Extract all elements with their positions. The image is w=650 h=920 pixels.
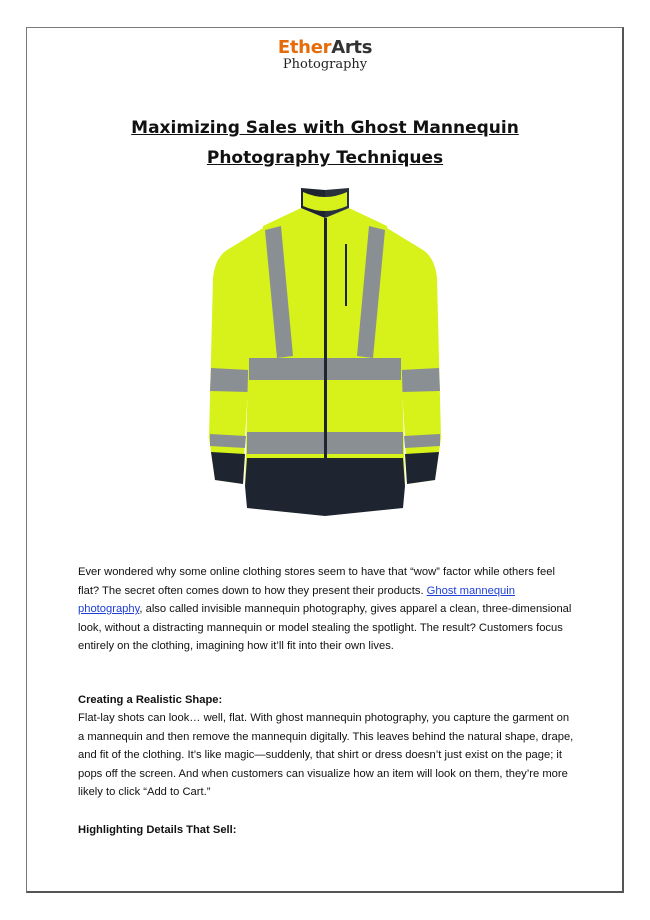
left-sleeve-band [210,368,249,392]
left-sleeve-band2 [210,434,246,448]
intro-text-after-link: , also called invisible mannequin photography, gives apparel a clean, three-dimensional look, without a distracting mannequin or model stealing the spotlight. The result? Customers focus entirely on the clothing, imagining how it’ll fit into their own lives. [78,603,572,653]
section1-heading: Creating a Realistic Shape: [78,694,223,706]
logo-tagline: Photography [282,57,368,72]
logo-ether: Ether [277,37,332,58]
right-cuff [405,452,439,484]
right-sleeve-band2 [404,434,440,448]
left-cuff [211,452,245,484]
intro-text-before-link: Ever wondered why some online clothing stores seem to have that “wow” factor while others feel flat? The secret often comes down to how they present their products. [78,566,555,597]
pocket-zip [345,244,347,306]
logo [0,38,650,72]
page-title: Maximizing Sales with Ghost Mannequin Photography Techniques [131,118,519,168]
right-sleeve-band [401,368,440,392]
intro-paragraph [78,563,578,656]
logo-arts: Arts [331,37,373,58]
section2-heading: Highlighting Details That Sell: [78,824,237,836]
zipper [324,218,327,510]
ghost-mannequin-link[interactable]: Ghost mannequin photography [78,584,515,616]
section1-paragraph: Flat-lay shots can look… well, flat. With ghost mannequin photography, you capture the garment on a mannequin and then remove the mannequin digitally. This leaves behind the natural shape, drape, and fit of the clothing. It’s like magic—suddenly, that shirt or dress doesn’t just exist on the page; it pops off the screen. And when customers can visualize how an item will look on them, they’re more likely to click “Add to Cart.” [78,712,574,799]
hi-vis-jacket-icon [205,188,445,538]
logo-brand [0,38,650,58]
